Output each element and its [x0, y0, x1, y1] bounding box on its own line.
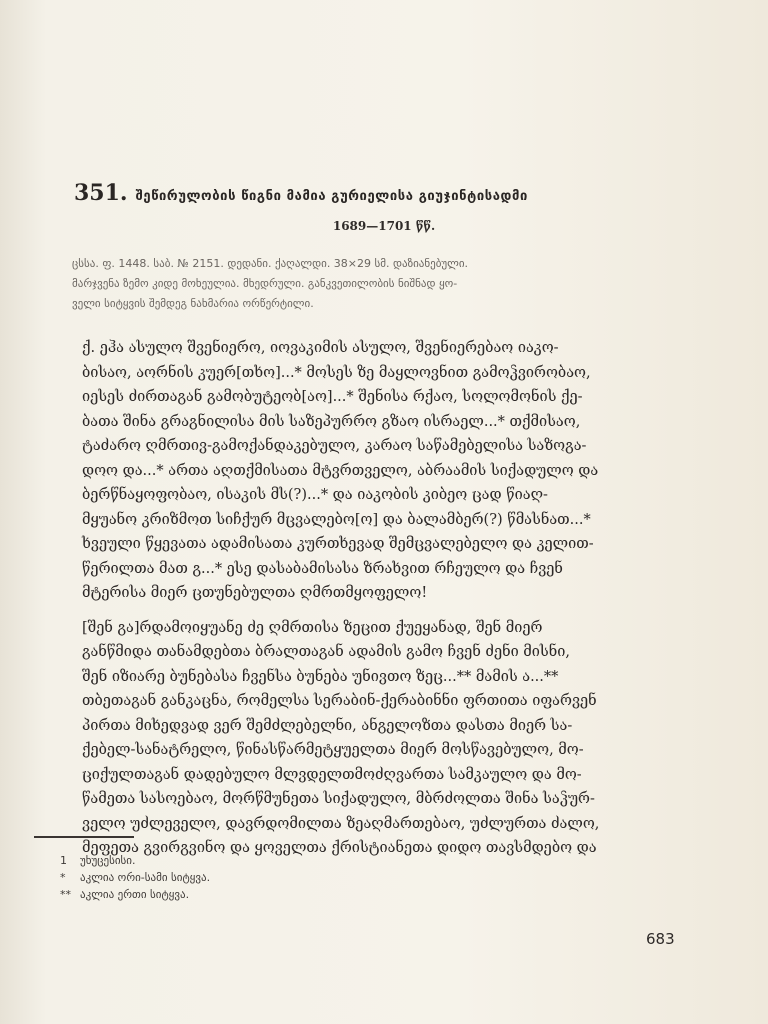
archive-line: მარჯვენა ზემო კიდე მოხეულია. მხედრული. განკვეთილობის ნიშნად ყო-	[72, 277, 458, 290]
page-number: 683	[646, 930, 675, 948]
text-line: დოო და...* ართა აღთქმისათა მტვრთველო, აბრაამის სიქადულო და	[82, 462, 599, 479]
footnote-marker: 1	[60, 854, 67, 867]
archive-line: ცსსა. ფ. 1448. საბ. № 2151. დედანი. ქაღალდი. 38×29 სმ. დაზიანებული.	[72, 257, 469, 270]
text-line: იესეს ძირთაგან გამობუტეობ[აო]...* შენისა რქაო, სოლომონის ქე-	[82, 389, 583, 405]
document-date: 1689—1701 წწ.	[332, 219, 436, 233]
document-title: შეწირულობის წიგნი მამია გურიელისა გიუჯინტისადმი	[135, 189, 528, 204]
text-line: ბისაო, აორნის კუერ[თხო]...* მოსეს ზე მაყლოვნით გამოჴვირობაო,	[82, 364, 591, 381]
footnote-divider	[34, 836, 134, 838]
text-line: განწმიდა თანამდებთა ბრალთაგან ადამის გამო ჩვენ ძენი მისნი,	[82, 644, 570, 660]
text-line: წერილთა მათ გ...* ესე დასაბამისასა ზრახვით რჩეულო და ჩვენ	[82, 560, 563, 577]
footnote-text: უხუცესისი.	[80, 854, 136, 867]
footnote	[60, 886, 620, 903]
footnotes	[60, 852, 620, 903]
document-number: 351.	[74, 180, 128, 206]
archive-note	[72, 254, 672, 314]
archive-line: ველი სიტყვის შემდეგ ნახმარია ორწერტილი.	[72, 297, 314, 310]
document-heading	[74, 180, 674, 206]
text-line: პირთა მიხედვად ვერ შემძლებელნი, ანგელოზთა დასთა მიერ სა-	[82, 717, 573, 734]
text-line: ბერწნაყოფობაო, ისაკის მს(?)...* და იაკობის კიბეო ცად წიაღ-	[82, 487, 548, 503]
footnote-marker: *	[60, 871, 66, 884]
text-line: [შენ გა]რდამოიყუანე ძე ღმრთისა ზეცით ქუეყანად, შენ მიერ	[82, 619, 543, 636]
text-line: ტაძარო ღმრთივ-გამოქანდაკებულო, კარაო საწამებელისა საზოგა-	[82, 438, 587, 454]
text-line: შენ იზიარე ბუნებასა ჩვენსა ბუნება უნივთო ზეც...** მამის ა...**	[82, 668, 559, 685]
footnote	[60, 869, 620, 886]
main-text	[82, 336, 686, 861]
text-line: ველო უძლეველო, დავრდომილთა ზეაღმართებაო, უძლურთა ძალო,	[82, 815, 600, 832]
text-line: ქებელ-სანატრელო, წინასწარმეტყუელთა მიერ მოსწავებულო, მო-	[82, 742, 584, 758]
text-line: ბათა შინა გრაგნილისა მის საზეპურრო გზაო ისრაელ...* თქმისაო,	[82, 413, 581, 430]
footnote	[60, 852, 620, 869]
text-line: თბეთაგან განკაცნა, რომელსა სერაბინ-ქერაბინნი ფრთითა იფარვენ	[82, 693, 597, 709]
footnote-text: აკლია ორი-სამი სიტყვა.	[80, 871, 211, 884]
text-line: ციქულთაგან დადებულო მლვდელთმოძღვართა სამკაულო და მო-	[82, 766, 582, 783]
text-line: ხვეული წყევათა ადამისათა კურთხევად შემცვალებელო და კელით-	[82, 536, 594, 552]
text-line: მეფეთა გვირგვინო და ყოველთა ქრისტიანეთა დიდო თავსმდებო და	[82, 840, 597, 856]
text-line: ქ. ეჰა ასულო შვენიერო, იოვაკიმის ასულო, შვენიერებაო იაკო-	[82, 340, 559, 356]
text-line: მტერისა მიერ ცთუნებულთა ღმრთმყოფელო!	[82, 585, 428, 601]
footnote-text: აკლია ერთი სიტყვა.	[80, 888, 190, 901]
text-line: მყუანო კრიზმოთ სიჩქურ მცვალებო[ო] და ბალამბერ(?) წმასნათ...*	[82, 511, 591, 528]
text-line: წამეთა სასოებაო, მორწმუნეთა სიქადულო, მბრძოლთა შინა საჴურ-	[82, 791, 595, 807]
footnote-marker: **	[60, 888, 71, 901]
paragraph-break	[82, 606, 686, 616]
